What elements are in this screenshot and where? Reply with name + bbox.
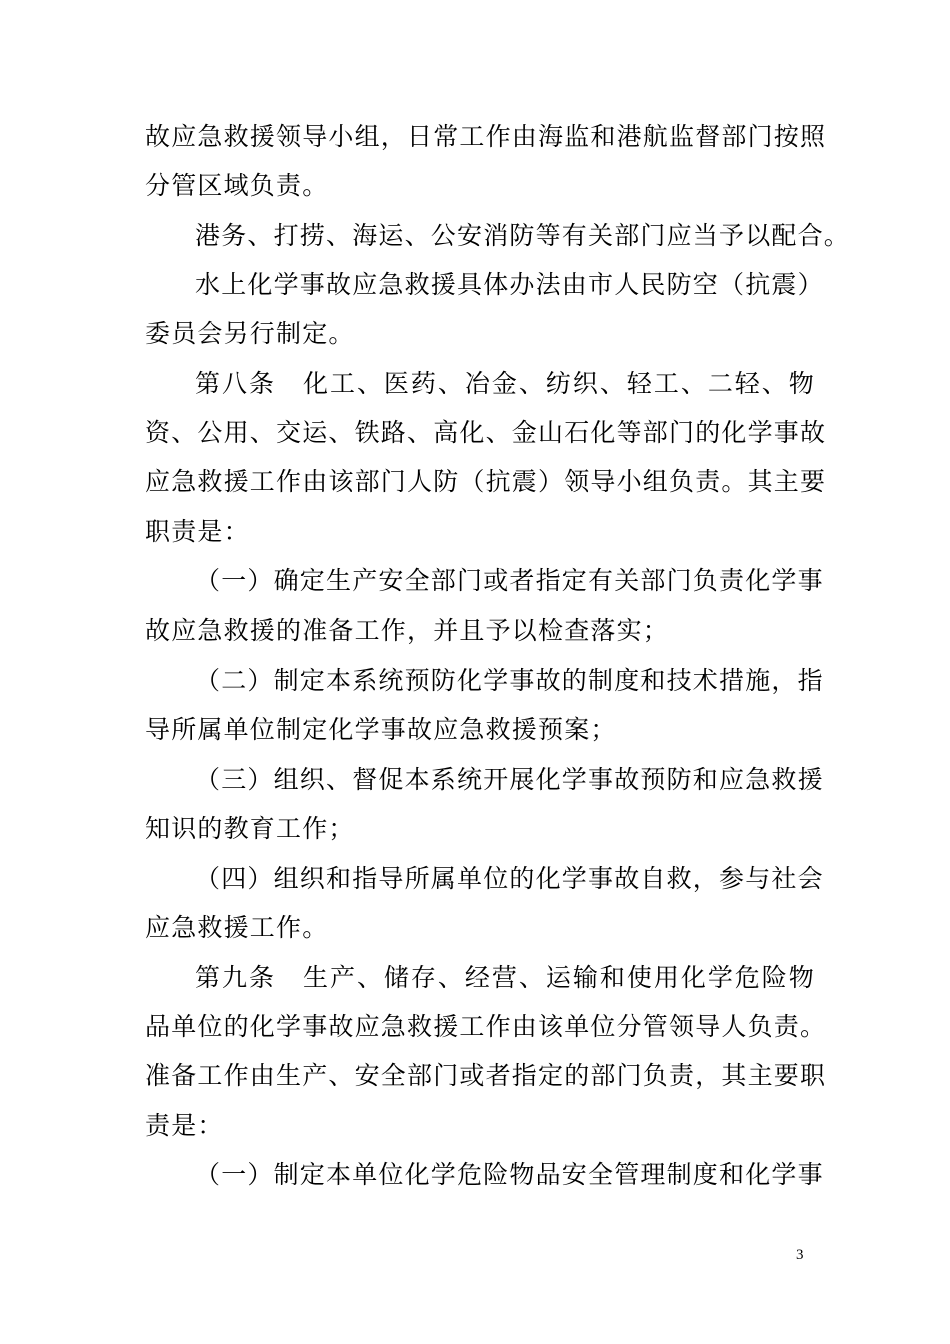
- text-line: 委员会另行制定。: [145, 319, 355, 348]
- text-line: 责是：: [145, 1111, 224, 1140]
- list-item-line: （一）确定生产安全部门或者指定有关部门负责化学事: [195, 566, 824, 595]
- text-line: 故应急救援的准备工作，并且予以检查落实；: [145, 616, 670, 645]
- text-line: 港务、打捞、海运、公安消防等有关部门应当予以配合。: [195, 221, 851, 250]
- text-line: 职责是：: [145, 517, 250, 546]
- list-item-line: （一）制定本单位化学危险物品安全管理制度和化学事: [195, 1160, 824, 1189]
- text-line: 分管区域负责。: [145, 171, 329, 200]
- page-number: 3: [796, 1247, 804, 1263]
- text-line: 应急救援工作由该部门人防（抗震）领导小组负责。其主要: [145, 467, 827, 496]
- list-item-line: （三）组织、督促本系统开展化学事故预防和应急救援: [195, 765, 824, 794]
- article-heading-line: 第八条 化工、医药、冶金、纺织、轻工、二轻、物: [195, 369, 815, 398]
- text-line: 故应急救援领导小组，日常工作由海监和港航监督部门按照: [145, 122, 827, 151]
- text-line: 资、公用、交运、铁路、高化、金山石化等部门的化学事故: [145, 418, 827, 447]
- list-item-line: （二）制定本系统预防化学事故的制度和技术措施，指: [195, 666, 824, 695]
- text-line: 水上化学事故应急救援具体办法由市人民防空（抗震）: [195, 270, 824, 299]
- text-line: 知识的教育工作；: [145, 814, 355, 843]
- list-item-line: （四）组织和指导所属单位的化学事故自救，参与社会: [195, 864, 824, 893]
- article-heading-line: 第九条 生产、储存、经营、运输和使用化学危险物: [195, 963, 815, 992]
- text-line: 应急救援工作。: [145, 913, 329, 942]
- text-line: 导所属单位制定化学事故应急救援预案；: [145, 715, 617, 744]
- text-line: 品单位的化学事故应急救援工作由该单位分管领导人负责。: [145, 1012, 827, 1041]
- text-line: 准备工作由生产、安全部门或者指定的部门负责，其主要职: [145, 1061, 827, 1090]
